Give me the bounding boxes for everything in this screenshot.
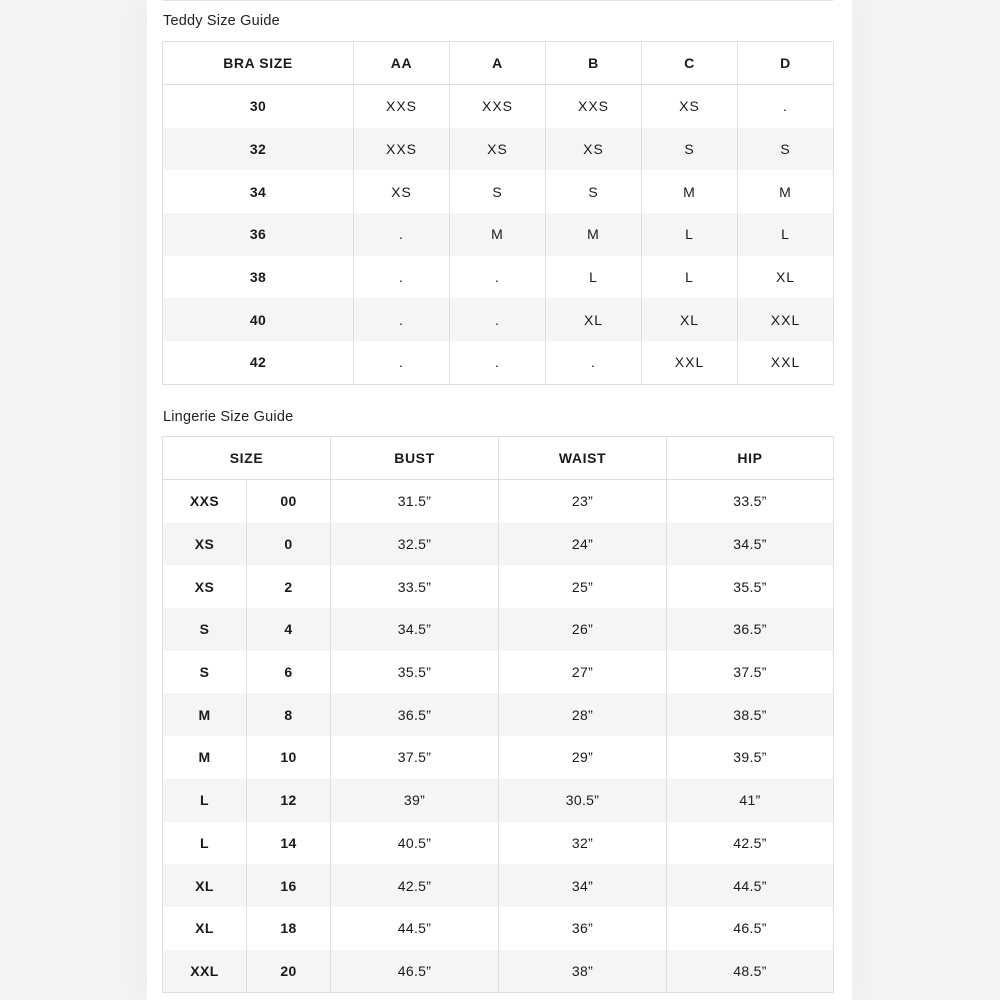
lingerie-size-letter: M: [163, 693, 247, 736]
table-row: [163, 822, 834, 865]
table-row: [163, 170, 834, 213]
teddy-cell: XS: [642, 85, 738, 128]
teddy-cell: .: [450, 298, 546, 341]
lingerie-bust: 37.5”: [331, 736, 499, 779]
table-row: [163, 950, 834, 993]
teddy-cell: .: [450, 256, 546, 299]
teddy-cell: .: [354, 298, 450, 341]
table-row: [163, 213, 834, 256]
teddy-cell: XXL: [642, 341, 738, 384]
lingerie-size-letter: XS: [163, 565, 247, 608]
lingerie-size-letter: XL: [163, 907, 247, 950]
lingerie-size-number: 2: [247, 565, 331, 608]
lingerie-waist: 25”: [499, 565, 667, 608]
lingerie-header-row: [163, 437, 834, 480]
lingerie-waist: 24”: [499, 523, 667, 566]
table-row: [163, 907, 834, 950]
lingerie-size-number: 8: [247, 693, 331, 736]
lingerie-bust: 34.5”: [331, 608, 499, 651]
lingerie-size-number: 12: [247, 779, 331, 822]
teddy-cell: XXL: [738, 298, 834, 341]
lingerie-header-size: SIZE: [163, 437, 331, 480]
lingerie-hip: 37.5”: [667, 651, 834, 694]
teddy-header-a: A: [450, 42, 546, 85]
lingerie-bust: 46.5”: [331, 950, 499, 993]
teddy-cell: .: [738, 85, 834, 128]
teddy-band-size: 34: [163, 170, 354, 213]
lingerie-waist: 32”: [499, 822, 667, 865]
lingerie-size-letter: XXS: [163, 480, 247, 523]
lingerie-hip: 38.5”: [667, 693, 834, 736]
lingerie-hip: 46.5”: [667, 907, 834, 950]
teddy-header-b: B: [546, 42, 642, 85]
table-row: [163, 779, 834, 822]
lingerie-size-letter: S: [163, 651, 247, 694]
lingerie-header-waist: WAIST: [499, 437, 667, 480]
lingerie-hip: 35.5”: [667, 565, 834, 608]
table-row: [163, 693, 834, 736]
lingerie-size-number: 18: [247, 907, 331, 950]
lingerie-size-letter: S: [163, 608, 247, 651]
lingerie-hip: 33.5”: [667, 480, 834, 523]
teddy-cell: XXS: [546, 85, 642, 128]
teddy-cell: XXS: [450, 85, 546, 128]
lingerie-header-bust: BUST: [331, 437, 499, 480]
teddy-band-size: 30: [163, 85, 354, 128]
teddy-cell: M: [642, 170, 738, 213]
teddy-cell: XL: [738, 256, 834, 299]
lingerie-hip: 48.5”: [667, 950, 834, 993]
teddy-cell: M: [546, 213, 642, 256]
top-divider: [163, 0, 833, 1]
lingerie-bust: 31.5”: [331, 480, 499, 523]
teddy-size-guide-title: Teddy Size Guide: [163, 13, 280, 29]
lingerie-waist: 29”: [499, 736, 667, 779]
teddy-size-table: [162, 41, 834, 385]
lingerie-size-letter: XS: [163, 523, 247, 566]
lingerie-waist: 36”: [499, 907, 667, 950]
lingerie-waist: 26”: [499, 608, 667, 651]
lingerie-bust: 32.5”: [331, 523, 499, 566]
teddy-cell: .: [546, 341, 642, 384]
lingerie-bust: 40.5”: [331, 822, 499, 865]
teddy-cell: XXS: [354, 85, 450, 128]
lingerie-bust: 33.5”: [331, 565, 499, 608]
lingerie-size-number: 4: [247, 608, 331, 651]
teddy-cell: XL: [546, 298, 642, 341]
teddy-cell: XL: [642, 298, 738, 341]
lingerie-waist: 27”: [499, 651, 667, 694]
lingerie-size-letter: L: [163, 822, 247, 865]
teddy-cell: M: [450, 213, 546, 256]
lingerie-size-letter: M: [163, 736, 247, 779]
teddy-band-size: 42: [163, 341, 354, 384]
lingerie-hip: 41”: [667, 779, 834, 822]
teddy-cell: .: [354, 213, 450, 256]
teddy-cell: .: [450, 341, 546, 384]
teddy-header-aa: AA: [354, 42, 450, 85]
size-guide-page: [147, 0, 852, 1000]
lingerie-hip: 42.5”: [667, 822, 834, 865]
teddy-band-size: 38: [163, 256, 354, 299]
lingerie-bust: 44.5”: [331, 907, 499, 950]
lingerie-bust: 42.5”: [331, 864, 499, 907]
teddy-cell: S: [450, 170, 546, 213]
lingerie-bust: 35.5”: [331, 651, 499, 694]
lingerie-size-number: 14: [247, 822, 331, 865]
table-row: [163, 523, 834, 566]
lingerie-bust: 36.5”: [331, 693, 499, 736]
lingerie-size-number: 0: [247, 523, 331, 566]
teddy-header-bra-size: BRA SIZE: [163, 42, 354, 85]
teddy-cell: S: [642, 128, 738, 171]
lingerie-size-number: 20: [247, 950, 331, 993]
teddy-band-size: 40: [163, 298, 354, 341]
teddy-header-d: D: [738, 42, 834, 85]
lingerie-hip: 34.5”: [667, 523, 834, 566]
teddy-cell: M: [738, 170, 834, 213]
lingerie-size-letter: XL: [163, 864, 247, 907]
lingerie-waist: 30.5”: [499, 779, 667, 822]
teddy-cell: L: [642, 213, 738, 256]
teddy-band-size: 36: [163, 213, 354, 256]
lingerie-size-number: 16: [247, 864, 331, 907]
lingerie-waist: 28”: [499, 693, 667, 736]
lingerie-size-number: 00: [247, 480, 331, 523]
teddy-cell: XS: [546, 128, 642, 171]
table-row: [163, 341, 834, 384]
lingerie-header-hip: HIP: [667, 437, 834, 480]
table-row: [163, 651, 834, 694]
lingerie-hip: 44.5”: [667, 864, 834, 907]
teddy-cell: S: [546, 170, 642, 213]
lingerie-size-number: 6: [247, 651, 331, 694]
table-row: [163, 85, 834, 128]
table-row: [163, 608, 834, 651]
teddy-header-c: C: [642, 42, 738, 85]
lingerie-size-letter: L: [163, 779, 247, 822]
lingerie-size-letter: XXL: [163, 950, 247, 993]
teddy-band-size: 32: [163, 128, 354, 171]
table-row: [163, 736, 834, 779]
lingerie-size-guide-title: Lingerie Size Guide: [163, 409, 294, 425]
lingerie-waist: 23”: [499, 480, 667, 523]
teddy-cell: L: [738, 213, 834, 256]
table-row: [163, 298, 834, 341]
lingerie-bust: 39”: [331, 779, 499, 822]
teddy-cell: S: [738, 128, 834, 171]
lingerie-size-table: [162, 436, 834, 993]
lingerie-hip: 39.5”: [667, 736, 834, 779]
teddy-cell: L: [642, 256, 738, 299]
lingerie-size-number: 10: [247, 736, 331, 779]
teddy-cell: XXS: [354, 128, 450, 171]
teddy-cell: XS: [354, 170, 450, 213]
teddy-cell: XXL: [738, 341, 834, 384]
table-row: [163, 565, 834, 608]
table-row: [163, 480, 834, 523]
lingerie-hip: 36.5”: [667, 608, 834, 651]
lingerie-waist: 38”: [499, 950, 667, 993]
lingerie-waist: 34”: [499, 864, 667, 907]
teddy-cell: XS: [450, 128, 546, 171]
table-row: [163, 864, 834, 907]
teddy-cell: .: [354, 256, 450, 299]
teddy-cell: .: [354, 341, 450, 384]
teddy-header-row: [163, 42, 834, 85]
table-row: [163, 128, 834, 171]
table-row: [163, 256, 834, 299]
teddy-cell: L: [546, 256, 642, 299]
